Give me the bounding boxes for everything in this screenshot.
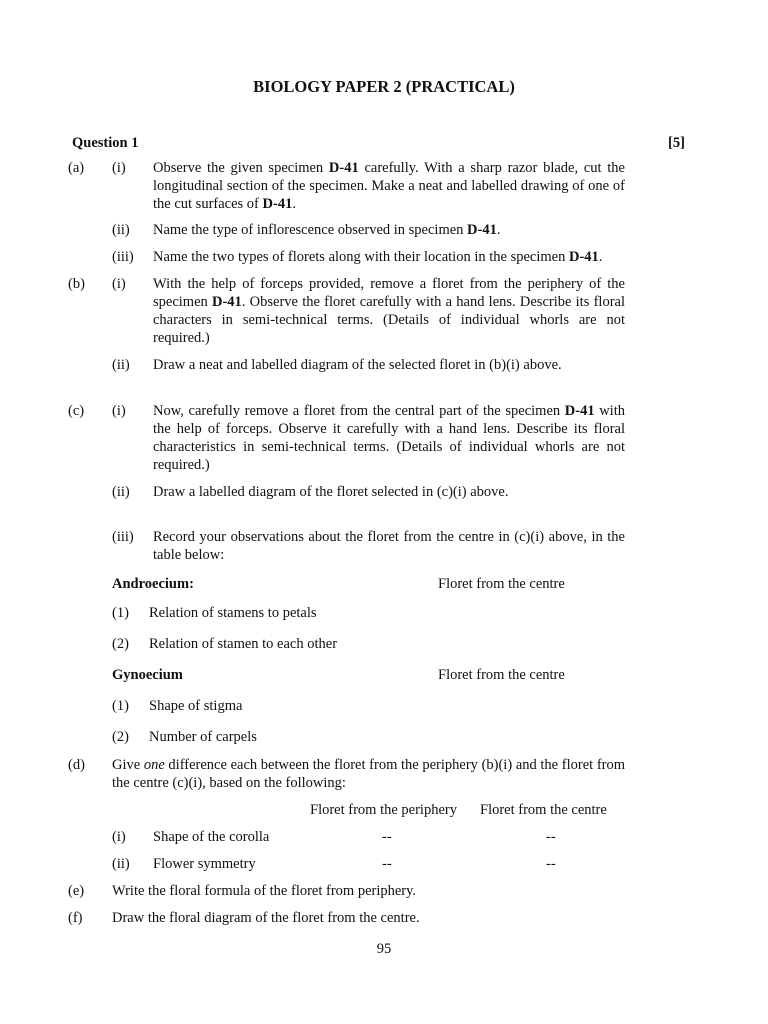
question-marks: [5]: [668, 135, 685, 151]
part-a-ii-num: (ii): [112, 222, 130, 238]
part-b-ii-text: Draw a neat and labelled diagram of the selected floret in (b)(i) above.: [153, 357, 562, 373]
part-f-label: (f): [68, 910, 83, 926]
gynoecium-heading: Gynoecium: [112, 667, 183, 683]
androecium-row-2-text: Relation of stamen to each other: [149, 636, 338, 652]
part-f-text: Draw the floral diagram of the floret from the centre.: [112, 910, 420, 926]
androecium-row-2-num: (2): [112, 636, 129, 652]
part-c-label: (c): [68, 403, 85, 419]
part-a-label: (a): [68, 160, 85, 176]
part-d-text: Give one difference each between the floret from the periphery (b)(i) and the floret from the centre (c)(i), based on the following:: [112, 757, 626, 791]
difference-row-1-centre: --: [546, 829, 556, 845]
gynoecium-row-1-num: (1): [112, 698, 129, 714]
part-a-i-num: (i): [112, 160, 126, 176]
part-c-iii-num: (iii): [112, 529, 134, 545]
part-b-label: (b): [68, 276, 85, 292]
gynoecium-row-2-text: Number of carpels: [149, 729, 257, 745]
page-number: 95: [376, 941, 392, 957]
part-c-ii-text: Draw a labelled diagram of the floret selected in (c)(i) above.: [153, 484, 509, 500]
part-b-i-num: (i): [112, 276, 126, 292]
part-a-iii-num: (iii): [112, 249, 134, 265]
periphery-column-header: Floret from the periphery: [310, 802, 457, 818]
difference-row-2-text: Flower symmetry: [153, 856, 256, 872]
gynoecium-row-2-num: (2): [112, 729, 129, 745]
androecium-column-header: Floret from the centre: [438, 576, 565, 592]
androecium-row-1-num: (1): [112, 605, 129, 621]
difference-row-1-text: Shape of the corolla: [153, 829, 270, 845]
part-d-label: (d): [68, 757, 85, 773]
part-a-ii-text: Name the type of inflorescence observed in specimen D-41.: [153, 222, 501, 238]
part-c-i-num: (i): [112, 403, 126, 419]
part-c-iii-text: Record your observations about the floret from the centre in (c)(i) above, in the table below:: [153, 529, 625, 563]
difference-row-1-periphery: --: [382, 829, 392, 845]
androecium-row-1-text: Relation of stamens to petals: [149, 605, 317, 621]
difference-row-2-centre: --: [546, 856, 556, 872]
gynoecium-row-1-text: Shape of stigma: [149, 698, 243, 714]
part-c-ii-num: (ii): [112, 484, 130, 500]
difference-row-2-num: (ii): [112, 856, 130, 872]
part-e-text: Write the floral formula of the floret from periphery.: [112, 883, 417, 899]
part-a-i-text: Observe the given specimen D-41 carefully. With a sharp razor blade, cut the longitudinal section of the specimen. Make a neat and labelled drawing of one of the cut surfaces of D-41.: [153, 160, 625, 212]
centre-column-header: Floret from the centre: [480, 802, 607, 818]
question-label: Question 1: [72, 135, 139, 151]
part-b-i-text: With the help of forceps provided, remove a floret from the periphery of the specimen D-41. Observe the floret carefully with a hand lens. Describe its floral characters in semi-technical terms. (Details of individual whorls are not required.): [153, 276, 625, 346]
part-a-iii-text: Name the two types of florets along with their location in the specimen D-41.: [153, 249, 603, 265]
part-c-i-text: Now, carefully remove a floret from the central part of the specimen D-41 with the help of forceps. Observe it carefully with a hand lens. Describe its floral characteristics in semi-technical terms. (Details of individual whorls are not required.): [153, 403, 625, 473]
part-e-label: (e): [68, 883, 85, 899]
androecium-heading: Androecium:: [112, 576, 194, 592]
part-b-ii-num: (ii): [112, 357, 130, 373]
page-title: BIOLOGY PAPER 2 (PRACTICAL): [253, 77, 515, 96]
gynoecium-column-header: Floret from the centre: [438, 667, 565, 683]
difference-row-2-periphery: --: [382, 856, 392, 872]
difference-row-1-num: (i): [112, 829, 126, 845]
